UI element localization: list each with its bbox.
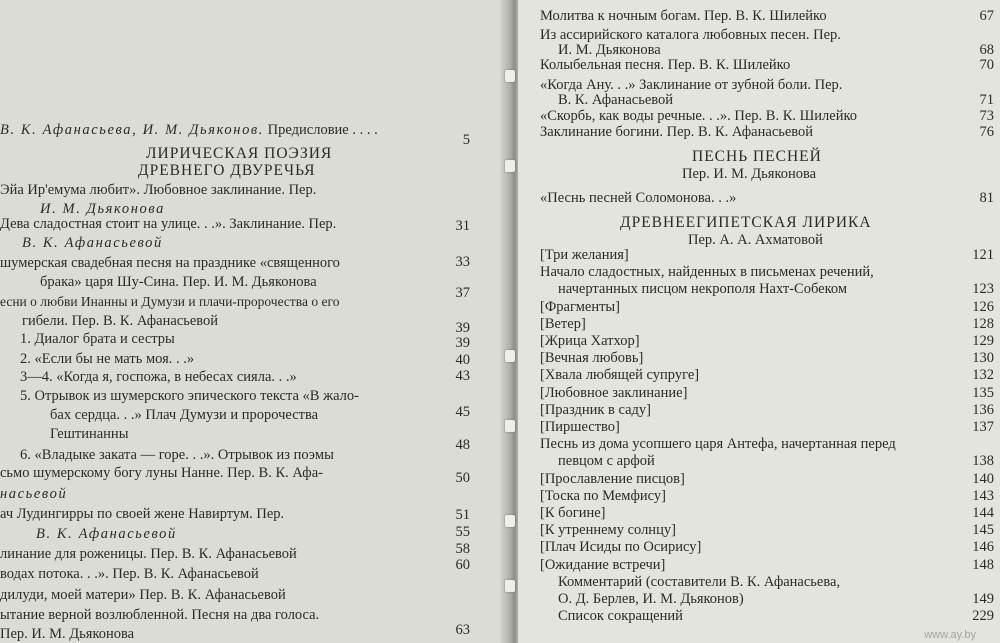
toc-entry-text: О. Д. Берлев, И. М. Дьяконов) — [558, 591, 744, 607]
page-number: 45 — [455, 404, 470, 420]
page-number: 37 — [455, 285, 470, 301]
preface-author: В. К. Афанасьева, И. М. Дьяконов. Предисловие . . . . — [0, 122, 378, 138]
toc-line: бах сердца. . .» Плач Думузи и пророчества — [50, 407, 319, 423]
page-number: 5 — [462, 132, 470, 148]
binding-stitch — [505, 70, 515, 82]
page-number: 76 — [979, 124, 994, 140]
toc-entry-text: [Фрагменты] — [540, 298, 621, 315]
toc-line: линание для роженицы. Пер. В. К. Афанасьевой — [0, 546, 297, 562]
toc-line: водах потока. . .». Пер. В. К. Афанасьевой — [0, 566, 259, 582]
toc-line: И. М. Дьяконова — [40, 201, 165, 217]
toc-entry-text: Колыбельная песня. Пер. В. К. Шилейко — [540, 57, 791, 73]
toc-line: Пер. И. М. Дьяконова — [0, 626, 135, 642]
binding-stitch — [505, 420, 515, 432]
binding-stitch — [505, 580, 515, 592]
toc-line: ач Лудингирры по своей жене Навиртум. Пер. — [0, 506, 285, 522]
page-number: 123 — [972, 281, 994, 298]
page-number: 129 — [972, 333, 994, 349]
page-number: 149 — [972, 591, 994, 607]
page-number: 50 — [455, 470, 470, 486]
right-page — [518, 0, 1000, 643]
toc-entry-text: начертанных писцом некрополя Нахт-Собеком — [558, 281, 848, 298]
binding-stitch — [505, 350, 515, 362]
toc-entry-text: певцом с арфой — [558, 453, 655, 470]
toc-entry-text: [Плач Исиды по Осирису] — [540, 539, 702, 556]
page-number: 121 — [972, 247, 994, 263]
toc-line: гибели. Пер. В. К. Афанасьевой — [22, 313, 219, 329]
page-number: 126 — [972, 298, 994, 315]
page-number: 51 — [455, 507, 470, 523]
toc-line: сьмо шумерскому богу луны Нанне. Пер. В. К. Афа- — [0, 465, 323, 481]
page-number: 135 — [972, 384, 994, 401]
toc-entry-text: И. М. Дьяконова — [558, 42, 661, 58]
page-number: 60 — [455, 557, 470, 573]
page-number: 40 — [455, 352, 470, 368]
toc-line: есни о любви Инанны и Думузи и плачи-пророчества о его — [0, 294, 340, 309]
toc-line: насьевой — [0, 486, 68, 502]
page-number: 70 — [979, 57, 994, 73]
toc-entry-text: Список сокращений — [558, 608, 683, 625]
page-number: 68 — [979, 42, 994, 58]
page-number: 67 — [979, 8, 994, 24]
page-number: 138 — [972, 453, 994, 470]
page-number: 39 — [455, 335, 470, 351]
toc-line: В. К. Афанасьевой — [36, 526, 177, 542]
page-number: 55 — [455, 524, 470, 540]
toc-entry-text: [Хвала любящей супруге] — [540, 367, 700, 384]
toc-entry-text: Комментарий (составители В. К. Афанасьева, — [558, 573, 841, 590]
toc-line: 5. Отрывок из шумерского эпического текста «В жало- — [20, 388, 359, 404]
page-number: 39 — [455, 320, 470, 336]
toc-line: шумерская свадебная песня на празднике «священного — [0, 255, 340, 271]
page-number: 130 — [972, 350, 994, 367]
toc-line: 6. «Владыке заката — горе. . .». Отрывок из поэмы — [20, 447, 334, 463]
section-translator: Пер. И. М. Дьяконова — [682, 166, 817, 182]
page-number: 58 — [455, 541, 470, 557]
page-number: 48 — [455, 437, 470, 453]
toc-line: В. К. Афанасьевой — [22, 235, 163, 251]
toc-entry-text: [Три желания] — [540, 247, 629, 263]
page-number: 140 — [972, 470, 994, 487]
toc-line: брака» царя Шу-Сина. Пер. И. М. Дьяконова — [40, 274, 317, 290]
section-heading: ПЕСНЬ ПЕСНЕЙ — [692, 148, 822, 165]
binding-stitch — [505, 160, 515, 172]
toc-entry-text: [Прославление писцов] — [540, 470, 685, 487]
toc-line: Дева сладостная стоит на улице. . .». Заклинание. Пер. — [0, 216, 337, 232]
page-number: 63 — [455, 622, 470, 638]
page-number: 137 — [972, 419, 994, 435]
page-number: 128 — [972, 315, 994, 332]
page-number: 43 — [455, 368, 470, 384]
page-number: 229 — [972, 608, 994, 625]
toc-line: 3—4. «Когда я, госпожа, в небесах сияла. . .» — [20, 369, 297, 385]
page-number: 81 — [979, 190, 994, 206]
toc-entry-text: В. К. Афанасьевой — [558, 92, 674, 108]
toc-entry-text: [Пиршество] — [540, 419, 620, 435]
page-number: 136 — [972, 401, 994, 418]
page-number: 31 — [455, 218, 470, 234]
toc-entry-text: [Ветер] — [540, 315, 586, 332]
page-number: 148 — [972, 556, 994, 573]
page-number: 71 — [979, 92, 994, 108]
page-number: 33 — [455, 254, 470, 270]
toc-line: Эйа Ир'емума любит». Любовное заклинание. Пер. — [0, 182, 317, 198]
section-translator: Пер. А. А. Ахматовой — [688, 232, 823, 248]
toc-line: ытание верной возлюбленной. Песня на два голоса. — [0, 607, 320, 623]
page-number: 132 — [972, 367, 994, 384]
toc-entry-text: Заклинание богини. Пер. В. К. Афанасьевой — [540, 124, 814, 140]
toc-entry-text: [Тоска по Мемфису] — [540, 487, 666, 504]
page-number: 145 — [972, 522, 994, 539]
page-number: 73 — [979, 108, 994, 124]
toc-entry-text: [К богине] — [540, 505, 606, 521]
toc-entry-text: [Ожидание встречи] — [540, 556, 666, 573]
toc-entry-text: «Скорбь, как воды речные. . .». Пер. В. К. Шилейко — [540, 108, 858, 124]
section-heading: ДРЕВНЕГО ДВУРЕЧЬЯ — [138, 162, 316, 179]
toc-line: 1. Диалог брата и сестры — [20, 331, 175, 347]
page-number: 143 — [972, 487, 994, 504]
toc-entry-text: Начало сладостных, найденных в письменах речений, — [540, 264, 874, 281]
watermark: www.ay.by — [924, 629, 976, 641]
toc-entry-text: [Жрица Хатхор] — [540, 333, 640, 349]
toc-line: дилуди, моей матери» Пер. В. К. Афанасьевой — [0, 587, 286, 603]
toc-line: Гештинанны — [50, 426, 129, 442]
toc-line: 2. «Если бы не мать моя. . .» — [20, 351, 195, 367]
binding-stitch — [505, 515, 515, 527]
toc-entry-text: «Когда Ану. . .» Заклинание от зубной боли. Пер. — [540, 77, 843, 93]
toc-entry-text: Песнь из дома усопшего царя Антефа, начертанная перед — [540, 436, 896, 453]
toc-entry-text: Из ассирийского каталога любовных песен. Пер. — [540, 27, 841, 43]
section-heading: ЛИРИЧЕСКАЯ ПОЭЗИЯ — [146, 145, 333, 162]
toc-entry-text: «Песнь песней Соломонова. . .» — [540, 190, 737, 206]
toc-entry-text: [К утреннему солнцу] — [540, 522, 676, 539]
page-number: 146 — [972, 539, 994, 556]
page-number: 144 — [972, 505, 994, 521]
toc-entry-text: [Вечная любовь] — [540, 350, 644, 367]
toc-entry-text: [Любовное заклинание] — [540, 384, 688, 401]
section-heading: ДРЕВНЕЕГИПЕТСКАЯ ЛИРИКА — [620, 214, 872, 231]
toc-entry-text: Молитва к ночным богам. Пер. В. К. Шилейко — [540, 8, 827, 24]
toc-entry-text: [Праздник в саду] — [540, 401, 651, 418]
